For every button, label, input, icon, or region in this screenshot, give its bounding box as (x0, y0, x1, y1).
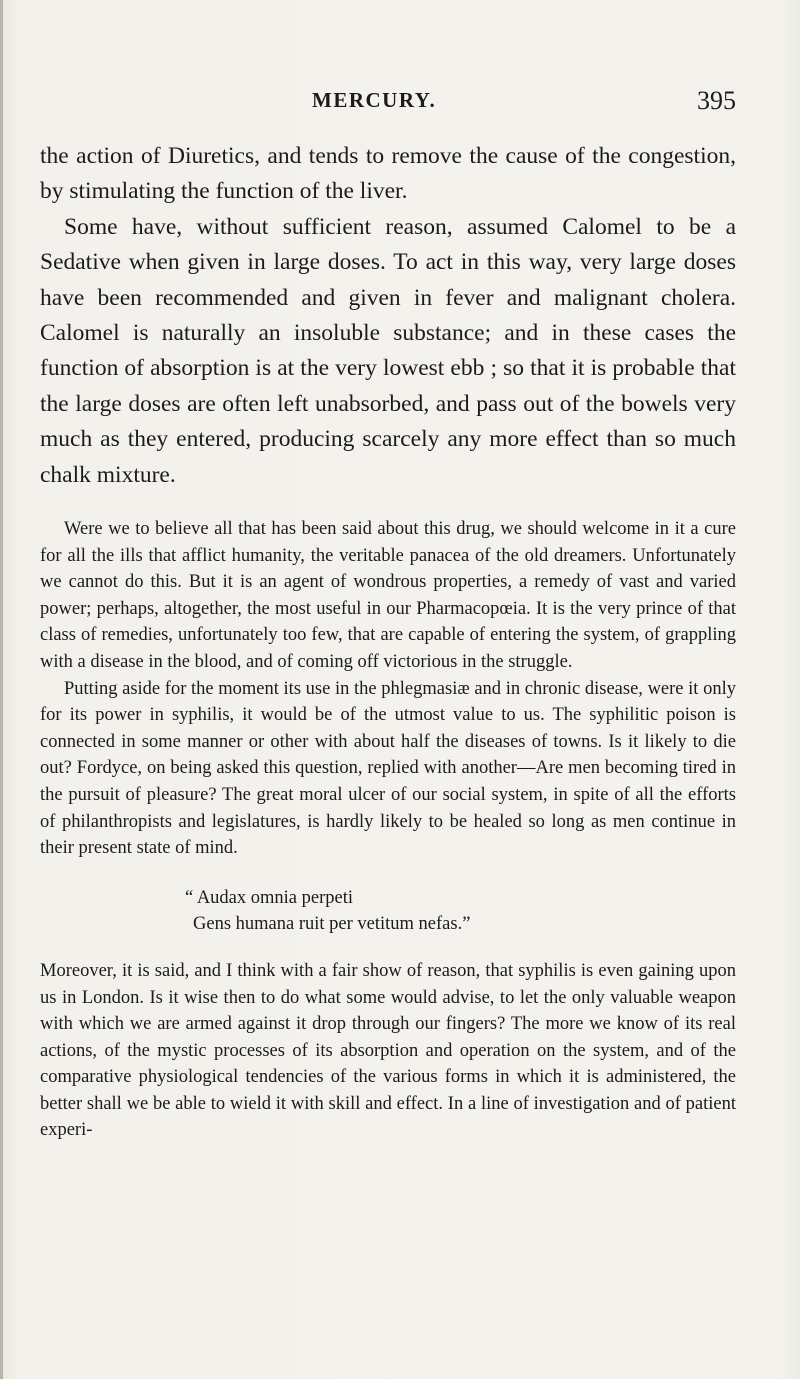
running-title: MERCURY. (312, 88, 437, 112)
quote-line-1: “ Audax omnia perpeti (185, 887, 353, 908)
page-number: 395 (697, 86, 736, 115)
page-header (0, 88, 800, 118)
moreover-paragraph: Moreover, it is said, and I think with a fair show of reason, that syphilis is even gaining upon us in London. Is it wise then to do what some would advise, to let the only valuable weapon with which we are armed against it drop through our fingers? The more we know of its real actions, of the mystic processes of its absorption and operation on the system, and of the comparative physiological tendencies of the various forms in which it is administered, the better shall we be able to wield it with skill and effect. In a line of investigation and of patient experi- (40, 960, 736, 1141)
page-binding-edge (0, 0, 3, 1379)
quote-line-2: Gens humana ruit per vetitum nefas.” (193, 914, 471, 935)
syphilis-paragraph: Putting aside for the moment its use in the phlegmasiæ and in chronic disease, were it only for its power in syphilis, it would be of the utmost value to us. The syphilitic poison is connected in some manner or other with about half the diseases of towns. Is it likely to die out? Fordyce, on being asked this question, replied with another—Are men becoming tired in the pursuit of pleasure? The great moral ulcer of our social system, in spite of all the efforts of philanthropists and legislatures, is hardly likely to be healed so long as men continue in their present state of mind. (40, 678, 736, 859)
latin-quotation (40, 885, 736, 938)
summary-paragraph: Were we to believe all that has been said about this drug, we should welcome in it a cure for all the ills that afflict humanity, the veritable panacea of the old dreamers. Unfortunately we cannot do this. But it is an agent of wondrous properties, a remedy of vast and varied power; perhaps, altogether, the most useful in our Pharmacopœia. It is the very prince of that class of remedies, unfortunately too few, that are capable of entering the system, of grappling with a disease in the blood, and of coming off victorious in the struggle. (40, 519, 736, 672)
continued-paragraph: the action of Diuretics, and tends to remove the cause of the congestion, by stimulating the function of the liver. (40, 143, 736, 205)
main-text-large (40, 139, 736, 493)
main-text-small (40, 516, 736, 1144)
calomel-paragraph: Some have, without sufficient reason, assumed Calomel to be a Sedative when given in large doses. To act in this way, very large doses have been recommended and given in fever and malignant cholera. Calomel is naturally an insoluble substance; and in these cases the function of absorption is at the very lowest ebb ; so that it is probable that the large doses are often left unabsorbed, and pass out of the bowels very much as they entered, producing scarcely any more effect than so much chalk mixture. (40, 213, 736, 488)
